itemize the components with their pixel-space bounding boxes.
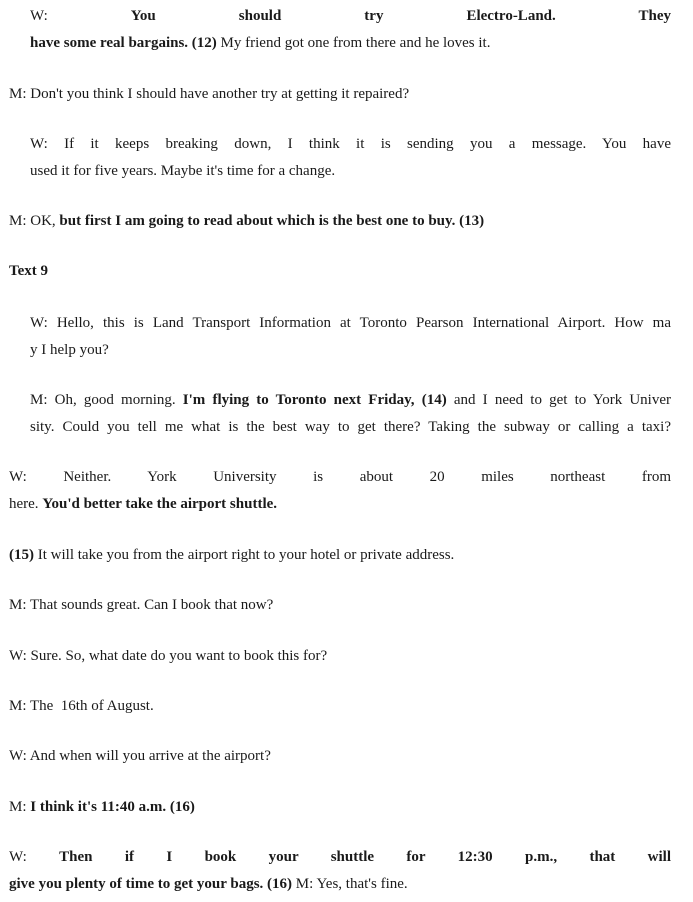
dialogue-text: M: The 16th of August.: [9, 698, 154, 714]
paragraph-m-read-about: [9, 208, 671, 235]
text-line: [30, 30, 671, 57]
answer-text: have some real bargains. (12): [30, 35, 217, 51]
text-line: [9, 871, 671, 898]
dialogue-text: sity. Could you tell me what is the best way to get there? Taking the subway or calling a taxi?: [30, 419, 671, 435]
dialogue-text: M: That sounds great. Can I book that now?: [9, 597, 274, 613]
dialogue-text: W: Neither. York University is about 20 miles northeast from: [9, 469, 671, 485]
paragraph-w-electro-land: [30, 3, 671, 57]
paragraph-m-repair: [9, 81, 671, 108]
speaker-m: M:: [9, 799, 31, 815]
answer-text: You'd better take the airport shuttle.: [42, 496, 278, 512]
paragraph-m-flying: [30, 387, 671, 441]
dialogue-text: M: Don't you think I should have another try at getting it repaired?: [9, 86, 410, 102]
text-line: [9, 208, 671, 235]
text-line: [9, 542, 671, 569]
dialogue-text: y I help you?: [30, 342, 109, 358]
text-line: [9, 491, 671, 518]
dialogue-text: M: Yes, that's fine.: [292, 876, 408, 892]
paragraph-m-time: [9, 794, 671, 821]
dialogue-text: My friend got one from there and he loves it.: [216, 35, 491, 51]
dialogue-text: used it for five years. Maybe it's time for a change.: [30, 163, 336, 179]
dialogue-text: here.: [9, 496, 43, 512]
text-line: [9, 844, 671, 871]
paragraph-w-message: [30, 131, 671, 185]
paragraph-w-date: [9, 643, 671, 670]
dialogue-text: W: And when will you arrive at the airport?: [9, 748, 271, 764]
answer-text: but first I am going to read about which is the best one to buy. (13): [59, 213, 485, 229]
speaker-w: W:: [9, 849, 60, 865]
speaker-w: W:: [30, 8, 131, 24]
answer-text: give you plenty of time to get your bags. (16): [9, 876, 293, 892]
dialogue-text: and I need to get to York Univer: [446, 392, 671, 408]
paragraph-m-august: [9, 693, 671, 720]
dialogue-text: W: Hello, this is Land Transport Information at Toronto Pearson International Airport. How ma: [30, 315, 671, 331]
dialogue-text: M: Oh, good morning.: [30, 392, 183, 408]
text-line: [9, 794, 671, 821]
paragraph-m-book-now: [9, 592, 671, 619]
text-line: [30, 387, 671, 414]
paragraph-w-neither: [9, 464, 671, 518]
dialogue-text: It will take you from the airport right to your hotel or private address.: [34, 547, 455, 563]
dialogue-text: M: OK,: [9, 213, 60, 229]
paragraph-w-arrive: [9, 743, 671, 770]
answer-text: Then if I book your shuttle for 12:30 p.m., that will: [59, 849, 671, 865]
answer-text: I think it's 11:40 a.m. (16): [30, 799, 195, 815]
answer-text: I'm flying to Toronto next Friday, (14): [182, 392, 447, 408]
text-line: [30, 3, 671, 30]
dialogue-text: W: Sure. So, what date do you want to book this for?: [9, 648, 328, 664]
paragraph-w-then-book: [9, 844, 671, 898]
heading-text: Text 9: [9, 263, 49, 279]
question-number: (15): [9, 547, 34, 563]
answer-text: You should try Electro-Land. They: [130, 8, 671, 24]
paragraph-15-shuttle: [9, 542, 671, 569]
paragraph-w-hello: [30, 310, 671, 364]
section-heading-text-9: [9, 258, 671, 285]
dialogue-text: W: If it keeps breaking down, I think it is sending you a message. You have: [30, 136, 671, 152]
